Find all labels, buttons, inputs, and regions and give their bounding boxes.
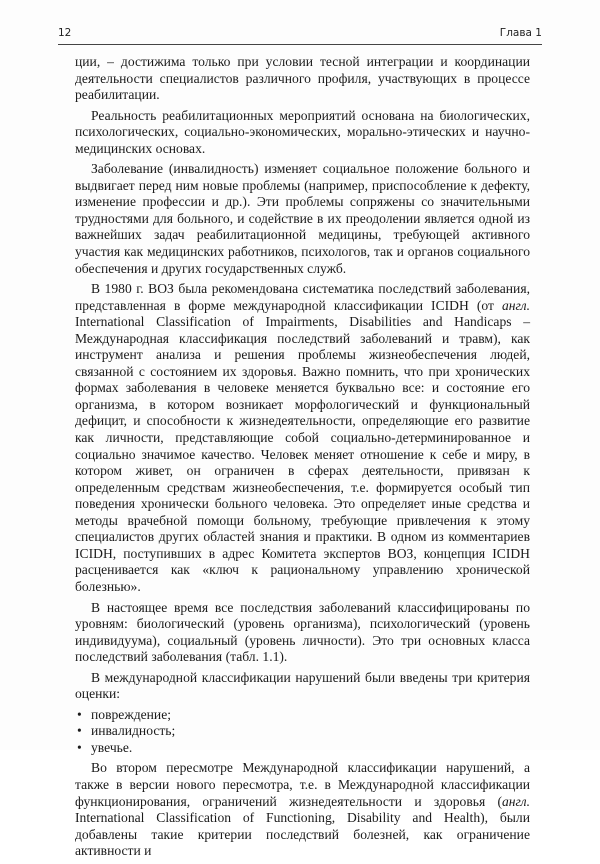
paragraph-reality: Реальность реабилитационных мероприятий основана на биологических, психологических, социально-экономических, морально-этических и научно-медицинских основах. (75, 107, 530, 156)
header-rule (58, 44, 542, 45)
paragraph-continuation: ции, – достижима только при условии тесной интеграции и координации деятельности специалистов различного профиля, участвующих в процессе реабилитации. (75, 54, 530, 103)
paragraph-second-revision (75, 760, 530, 859)
list-item (77, 723, 530, 740)
bullet: • (77, 739, 82, 755)
page-number: 12 (58, 27, 72, 39)
paragraph-icidh (75, 281, 530, 595)
criteria-item-text: увечье. (91, 739, 133, 755)
list-item (77, 740, 530, 757)
revision-abbr: англ. (502, 793, 530, 809)
chapter-title: Глава 1 (499, 27, 542, 39)
paragraph-criteria-intro: В международной классификации нарушений были введены три критерия оценки: (75, 669, 530, 702)
paragraph-levels: В настоящее время все последствия заболеваний классифицированы по уровням: биологический (уровень организма), психологический (уровень индивидуума), социальный (уровень личности). Это три основных класса последствий заболевания (табл. 1.1). (75, 599, 530, 665)
icidh-abbr: англ. (502, 297, 530, 313)
bullet: • (77, 706, 82, 722)
list-item (77, 707, 530, 724)
bullet: • (77, 723, 82, 739)
revision-text-after: International Classification of Functioning, Disability and Health), были добавлены такие критерии последствий болезней, как ограничение активности и (75, 810, 530, 859)
running-head (58, 27, 542, 39)
criteria-list (75, 707, 530, 757)
icidh-text-before: В 1980 г. ВОЗ была рекомендована систематика последствий заболевания, представленная в форме международной классификации ICIDH (от (75, 281, 530, 313)
icidh-text-after: International Classification of Impairments, Disabilities and Handicaps – Международная классификация последствий заболеваний и травм), как инструмент анализа и решения проблемы жизнеобеспечения людей, связанной с состоянием их здоровья. Важно помнить, что при хронических формах заболевания в человеке меняется буквально все: и состояние его организма, в котором возникает морфологический и функциональный дефицит, и способности к жизнедеятельности, определяющие его развитие как личности, представляющие собой социально-детерминированное и социально значимое качество. Человек меняет отношение к себе и миру, в котором живет, он ограничен в сферах деятельности, привязан к определенным средствам жизнеобеспечения, т.е. формируется особый тип поведения хронически больного человека. Это определяет иные средства и методы врачебной помощи больному, требующие привлечения к этому специалистов других областей знания и практики. В одном из комментариев ICIDH, поступивших в адрес Комитета экспертов ВОЗ, концепция ICIDH расценивается как «ключ к рациональному управлению хронической болезнью». (75, 314, 530, 594)
criteria-item-text: повреждение; (91, 706, 172, 722)
criteria-item-text: инвалидность; (91, 723, 176, 739)
revision-text-before: Во втором пересмотре Международной классификации нарушений, а также в версии нового пересмотра, т.е. в Международной классификации функционирования, ограничений жизнедеятельности и здоровья ( (75, 760, 530, 809)
body-text (75, 54, 530, 864)
paragraph-disease: Заболевание (инвалидность) изменяет социальное положение больного и выдвигает перед ним новые проблемы (например, приспособление к дефекту, изменение профессии и др.). Эти проблемы сопряжены со значительными трудностями для больного, и содействие в их преодолении является одной из важнейших задач реабилитационной медицины, требующей активного участия как медицинских работников, психологов, так и органов социального обеспечения и других государственных служб. (75, 161, 530, 276)
